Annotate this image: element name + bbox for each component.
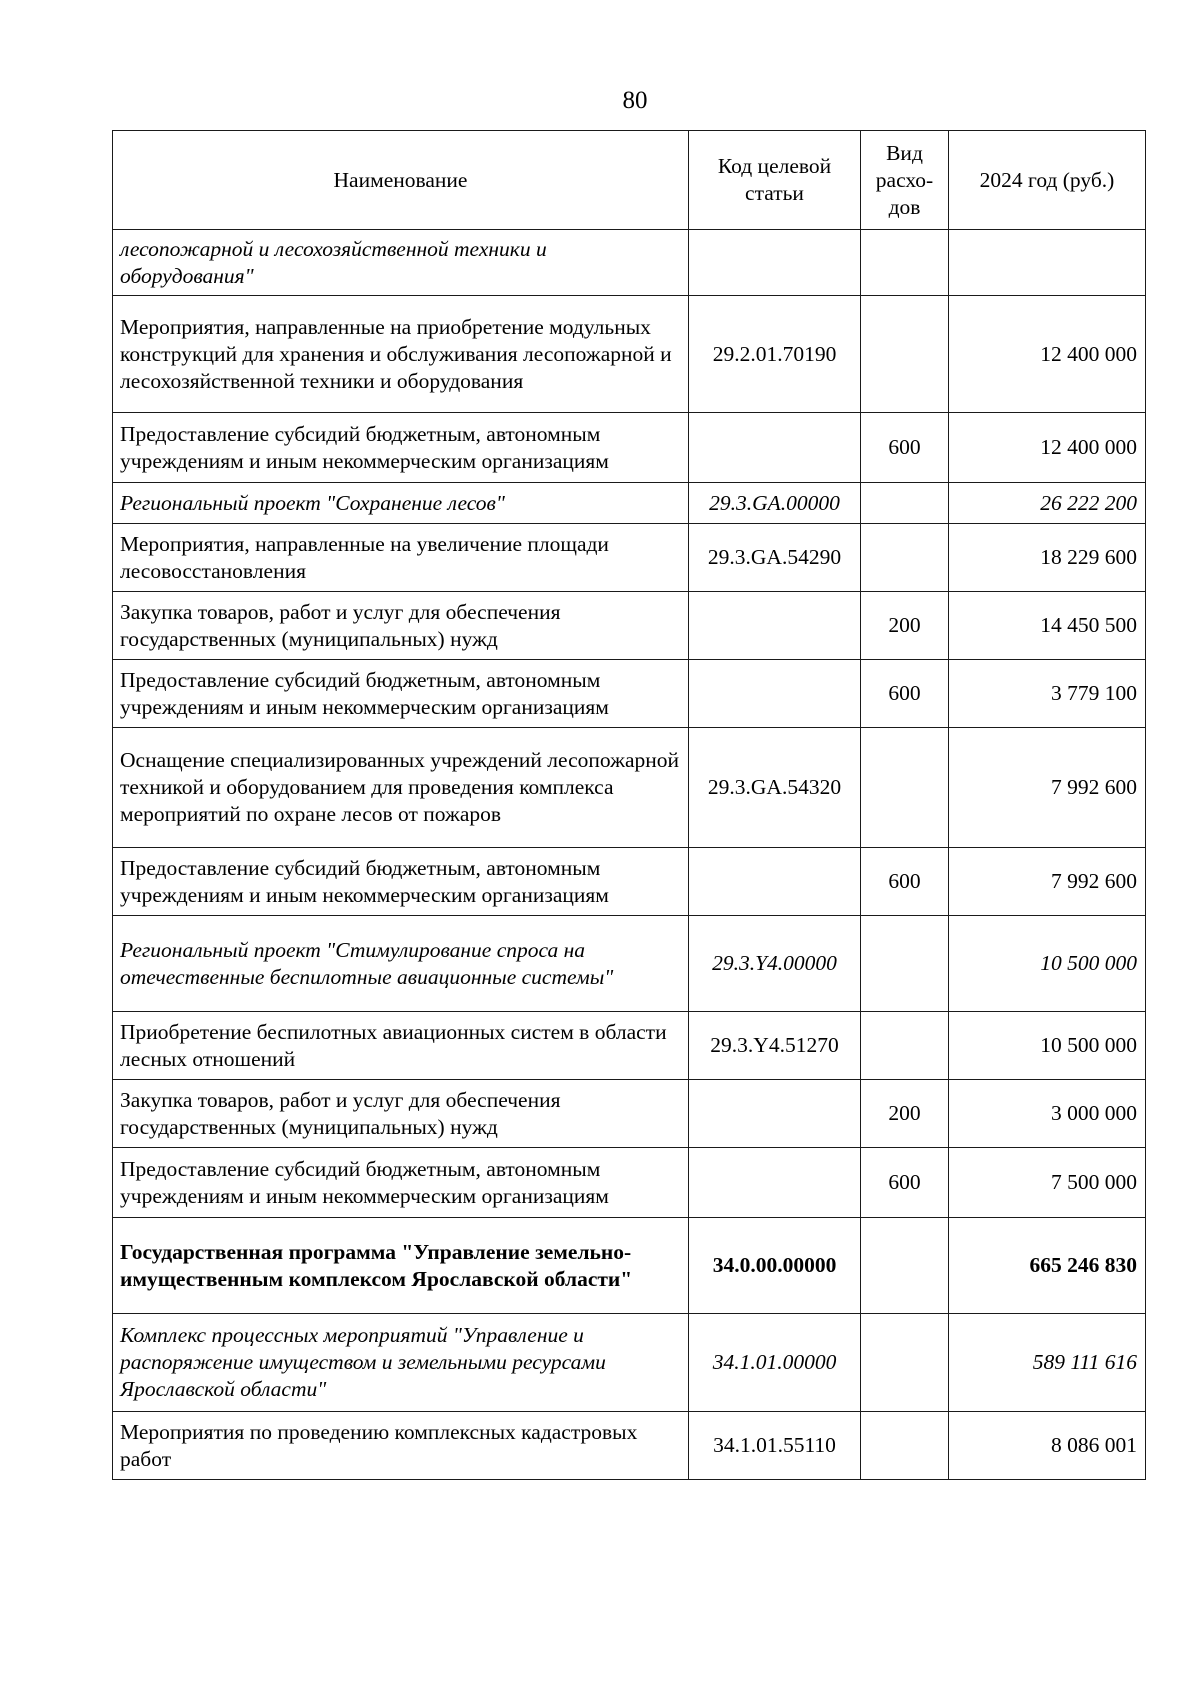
- cell-code: 34.0.00.00000: [689, 1218, 861, 1314]
- cell-kind: [861, 524, 949, 592]
- cell-kind: 600: [861, 413, 949, 483]
- cell-name: Предоставление субсидий бюджетным, автономным учреждениям и иным некоммерческим организациям: [113, 413, 689, 483]
- cell-sum: 3 000 000: [949, 1080, 1146, 1148]
- cell-sum: 7 992 600: [949, 728, 1146, 848]
- cell-name: Мероприятия, направленные на увеличение площади лесовосстановления: [113, 524, 689, 592]
- cell-kind: [861, 1218, 949, 1314]
- cell-name: Региональный проект "Стимулирование спроса на отечественные беспилотные авиационные системы": [113, 916, 689, 1012]
- cell-code: [689, 592, 861, 660]
- page-number: 80: [622, 87, 648, 114]
- cell-name: лесопожарной и лесохозяйственной техники и оборудования": [113, 230, 689, 296]
- cell-name: Комплекс процессных мероприятий "Управление и распоряжение имуществом и земельными ресурсами Ярославской области": [113, 1314, 689, 1412]
- table-row: [113, 1218, 1146, 1314]
- cell-code: [689, 413, 861, 483]
- cell-code: [689, 848, 861, 916]
- header-name: Наименование: [113, 131, 689, 230]
- cell-kind: [861, 230, 949, 296]
- cell-code: 29.2.01.70190: [689, 296, 861, 413]
- cell-code: 29.3.Y4.51270: [689, 1012, 861, 1080]
- table-row: [113, 1080, 1146, 1148]
- cell-code: 29.3.Y4.00000: [689, 916, 861, 1012]
- cell-sum: 589 111 616: [949, 1314, 1146, 1412]
- cell-code: 29.3.GA.54320: [689, 728, 861, 848]
- cell-name: Предоставление субсидий бюджетным, автономным учреждениям и иным некоммерческим организациям: [113, 848, 689, 916]
- cell-name: Предоставление субсидий бюджетным, автономным учреждениям и иным некоммерческим организациям: [113, 1148, 689, 1218]
- cell-code: [689, 660, 861, 728]
- table-row: [113, 413, 1146, 483]
- cell-kind: [861, 1412, 949, 1480]
- cell-code: [689, 1148, 861, 1218]
- cell-sum: 18 229 600: [949, 524, 1146, 592]
- table-row: [113, 483, 1146, 524]
- table-row: [113, 230, 1146, 296]
- cell-sum: 10 500 000: [949, 916, 1146, 1012]
- cell-name: Государственная программа "Управление земельно-имущественным комплексом Ярославской области": [113, 1218, 689, 1314]
- cell-name: Мероприятия по проведению комплексных кадастровых работ: [113, 1412, 689, 1480]
- cell-code: 34.1.01.00000: [689, 1314, 861, 1412]
- cell-sum: 26 222 200: [949, 483, 1146, 524]
- cell-name: Закупка товаров, работ и услуг для обеспечения государственных (муниципальных) нужд: [113, 1080, 689, 1148]
- cell-kind: 600: [861, 1148, 949, 1218]
- table-row: [113, 1314, 1146, 1412]
- cell-kind: [861, 483, 949, 524]
- cell-name: Мероприятия, направленные на приобретение модульных конструкций для хранения и обслуживания лесопожарной и лесохозяйственной техники и оборудования: [113, 296, 689, 413]
- table-row: [113, 296, 1146, 413]
- cell-sum: 3 779 100: [949, 660, 1146, 728]
- cell-sum: 8 086 001: [949, 1412, 1146, 1480]
- cell-name: Закупка товаров, работ и услуг для обеспечения государственных (муниципальных) нужд: [113, 592, 689, 660]
- table-row: [113, 660, 1146, 728]
- table-row: [113, 1148, 1146, 1218]
- cell-kind: [861, 296, 949, 413]
- table-body: [113, 230, 1146, 1480]
- budget-table: [112, 130, 1146, 1480]
- cell-sum: 14 450 500: [949, 592, 1146, 660]
- table-row: [113, 592, 1146, 660]
- cell-name: Предоставление субсидий бюджетным, автономным учреждениям и иным некоммерческим организациям: [113, 660, 689, 728]
- table-header-row: [113, 131, 1146, 230]
- table-row: [113, 728, 1146, 848]
- cell-sum: [949, 230, 1146, 296]
- cell-code: 29.3.GA.00000: [689, 483, 861, 524]
- table-row: [113, 916, 1146, 1012]
- header-kind: Вид расхо-дов: [861, 131, 949, 230]
- cell-code: 29.3.GA.54290: [689, 524, 861, 592]
- cell-code: [689, 1080, 861, 1148]
- cell-kind: 600: [861, 848, 949, 916]
- cell-kind: [861, 916, 949, 1012]
- cell-name: Оснащение специализированных учреждений лесопожарной техникой и оборудованием для проведения комплекса мероприятий по охране лесов от пожаров: [113, 728, 689, 848]
- cell-sum: 7 992 600: [949, 848, 1146, 916]
- header-sum: 2024 год (руб.): [949, 131, 1146, 230]
- table-row: [113, 848, 1146, 916]
- header-code: Код целевой статьи: [689, 131, 861, 230]
- cell-kind: 200: [861, 592, 949, 660]
- cell-sum: 665 246 830: [949, 1218, 1146, 1314]
- cell-kind: [861, 728, 949, 848]
- cell-sum: 12 400 000: [949, 413, 1146, 483]
- cell-code: [689, 230, 861, 296]
- cell-kind: [861, 1012, 949, 1080]
- cell-kind: [861, 1314, 949, 1412]
- cell-kind: 600: [861, 660, 949, 728]
- cell-sum: 7 500 000: [949, 1148, 1146, 1218]
- cell-code: 34.1.01.55110: [689, 1412, 861, 1480]
- cell-sum: 10 500 000: [949, 1012, 1146, 1080]
- cell-kind: 200: [861, 1080, 949, 1148]
- table-row: [113, 1412, 1146, 1480]
- cell-name: Приобретение беспилотных авиационных систем в области лесных отношений: [113, 1012, 689, 1080]
- cell-sum: 12 400 000: [949, 296, 1146, 413]
- table-row: [113, 1012, 1146, 1080]
- table-row: [113, 524, 1146, 592]
- cell-name: Региональный проект "Сохранение лесов": [113, 483, 689, 524]
